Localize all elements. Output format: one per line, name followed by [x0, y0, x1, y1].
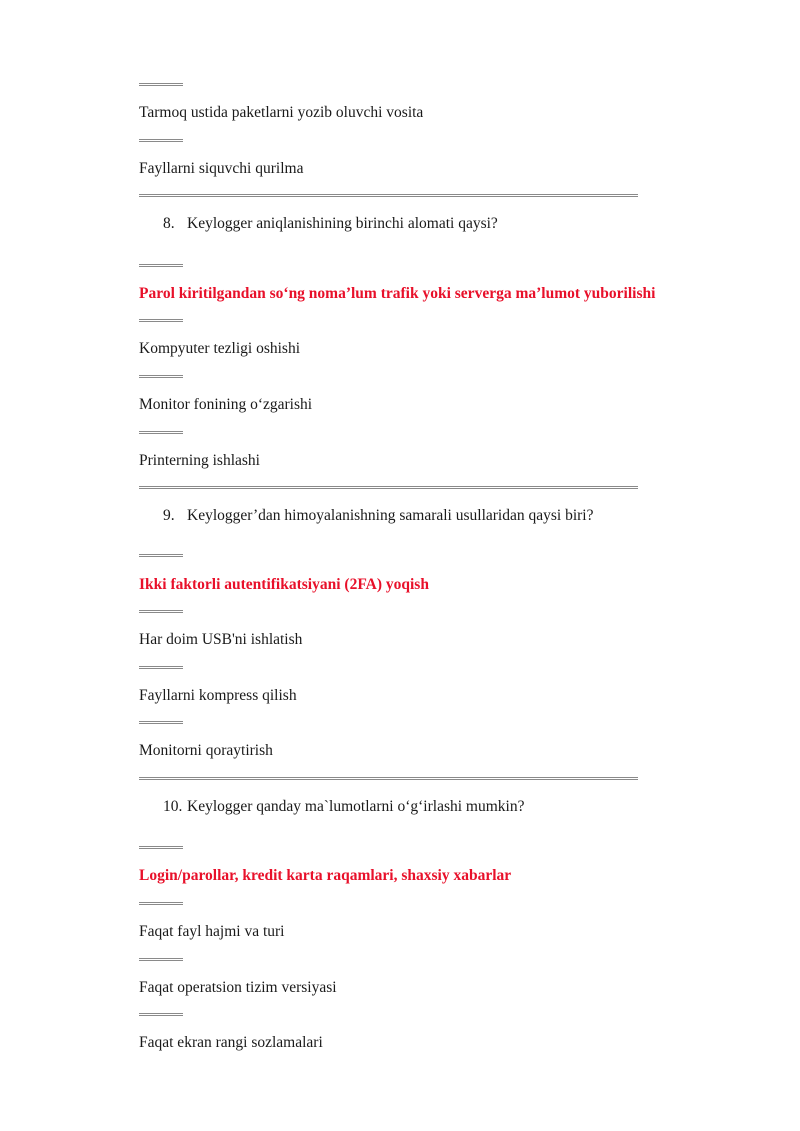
question-number: 10. — [163, 798, 183, 815]
option-separator — [139, 319, 183, 322]
option-separator — [139, 431, 183, 434]
answer-option: Faqat fayl hajmi va turi — [139, 923, 285, 940]
option-separator — [139, 139, 183, 142]
answer-option: Kompyuter tezligi oshishi — [139, 340, 301, 357]
correct-answer: Parol kiritilgandan so‘ng noma’lum trafik yoki serverga ma’lumot yuborilishi — [139, 285, 656, 302]
question-text: Keylogger’dan himoyalanishning samarali usullaridan qaysi biri? — [187, 507, 594, 524]
answer-option: Printerning ishlashi — [139, 452, 260, 469]
option-separator — [139, 721, 183, 724]
question-separator — [139, 486, 638, 489]
option-separator — [139, 1013, 183, 1016]
option-separator — [139, 902, 183, 905]
option-separator — [139, 958, 183, 961]
correct-answer: Login/parollar, kredit karta raqamlari, shaxsiy xabarlar — [139, 867, 512, 884]
correct-answer: Ikki faktorli autentifikatsiyani (2FA) yoqish — [139, 576, 429, 593]
question-separator — [139, 194, 638, 197]
answer-option: Fayllarni siquvchi qurilma — [139, 160, 304, 177]
option-separator — [139, 264, 183, 267]
option-separator — [139, 846, 183, 849]
option-separator — [139, 666, 183, 669]
answer-option: Monitor fonining o‘zgarishi — [139, 396, 313, 413]
option-separator — [139, 375, 183, 378]
question-9 — [163, 507, 593, 525]
option-separator — [139, 610, 183, 613]
question-text: Keylogger aniqlanishining birinchi alomati qaysi? — [187, 215, 498, 232]
question-number: 9. — [163, 507, 175, 524]
question-10 — [163, 798, 524, 816]
option-separator — [139, 83, 183, 86]
question-8 — [163, 215, 498, 233]
answer-option: Tarmoq ustida paketlarni yozib oluvchi vosita — [139, 104, 424, 121]
question-number: 8. — [163, 215, 175, 232]
answer-option: Monitorni qoraytirish — [139, 742, 273, 759]
answer-option: Faqat operatsion tizim versiyasi — [139, 979, 337, 996]
answer-option: Faqat ekran rangi sozlamalari — [139, 1034, 323, 1051]
question-separator — [139, 777, 638, 780]
answer-option: Har doim USB'ni ishlatish — [139, 631, 303, 648]
question-text: Keylogger qanday ma`lumotlarni o‘g‘irlashi mumkin? — [187, 798, 525, 815]
answer-option: Fayllarni kompress qilish — [139, 687, 297, 704]
option-separator — [139, 554, 183, 557]
